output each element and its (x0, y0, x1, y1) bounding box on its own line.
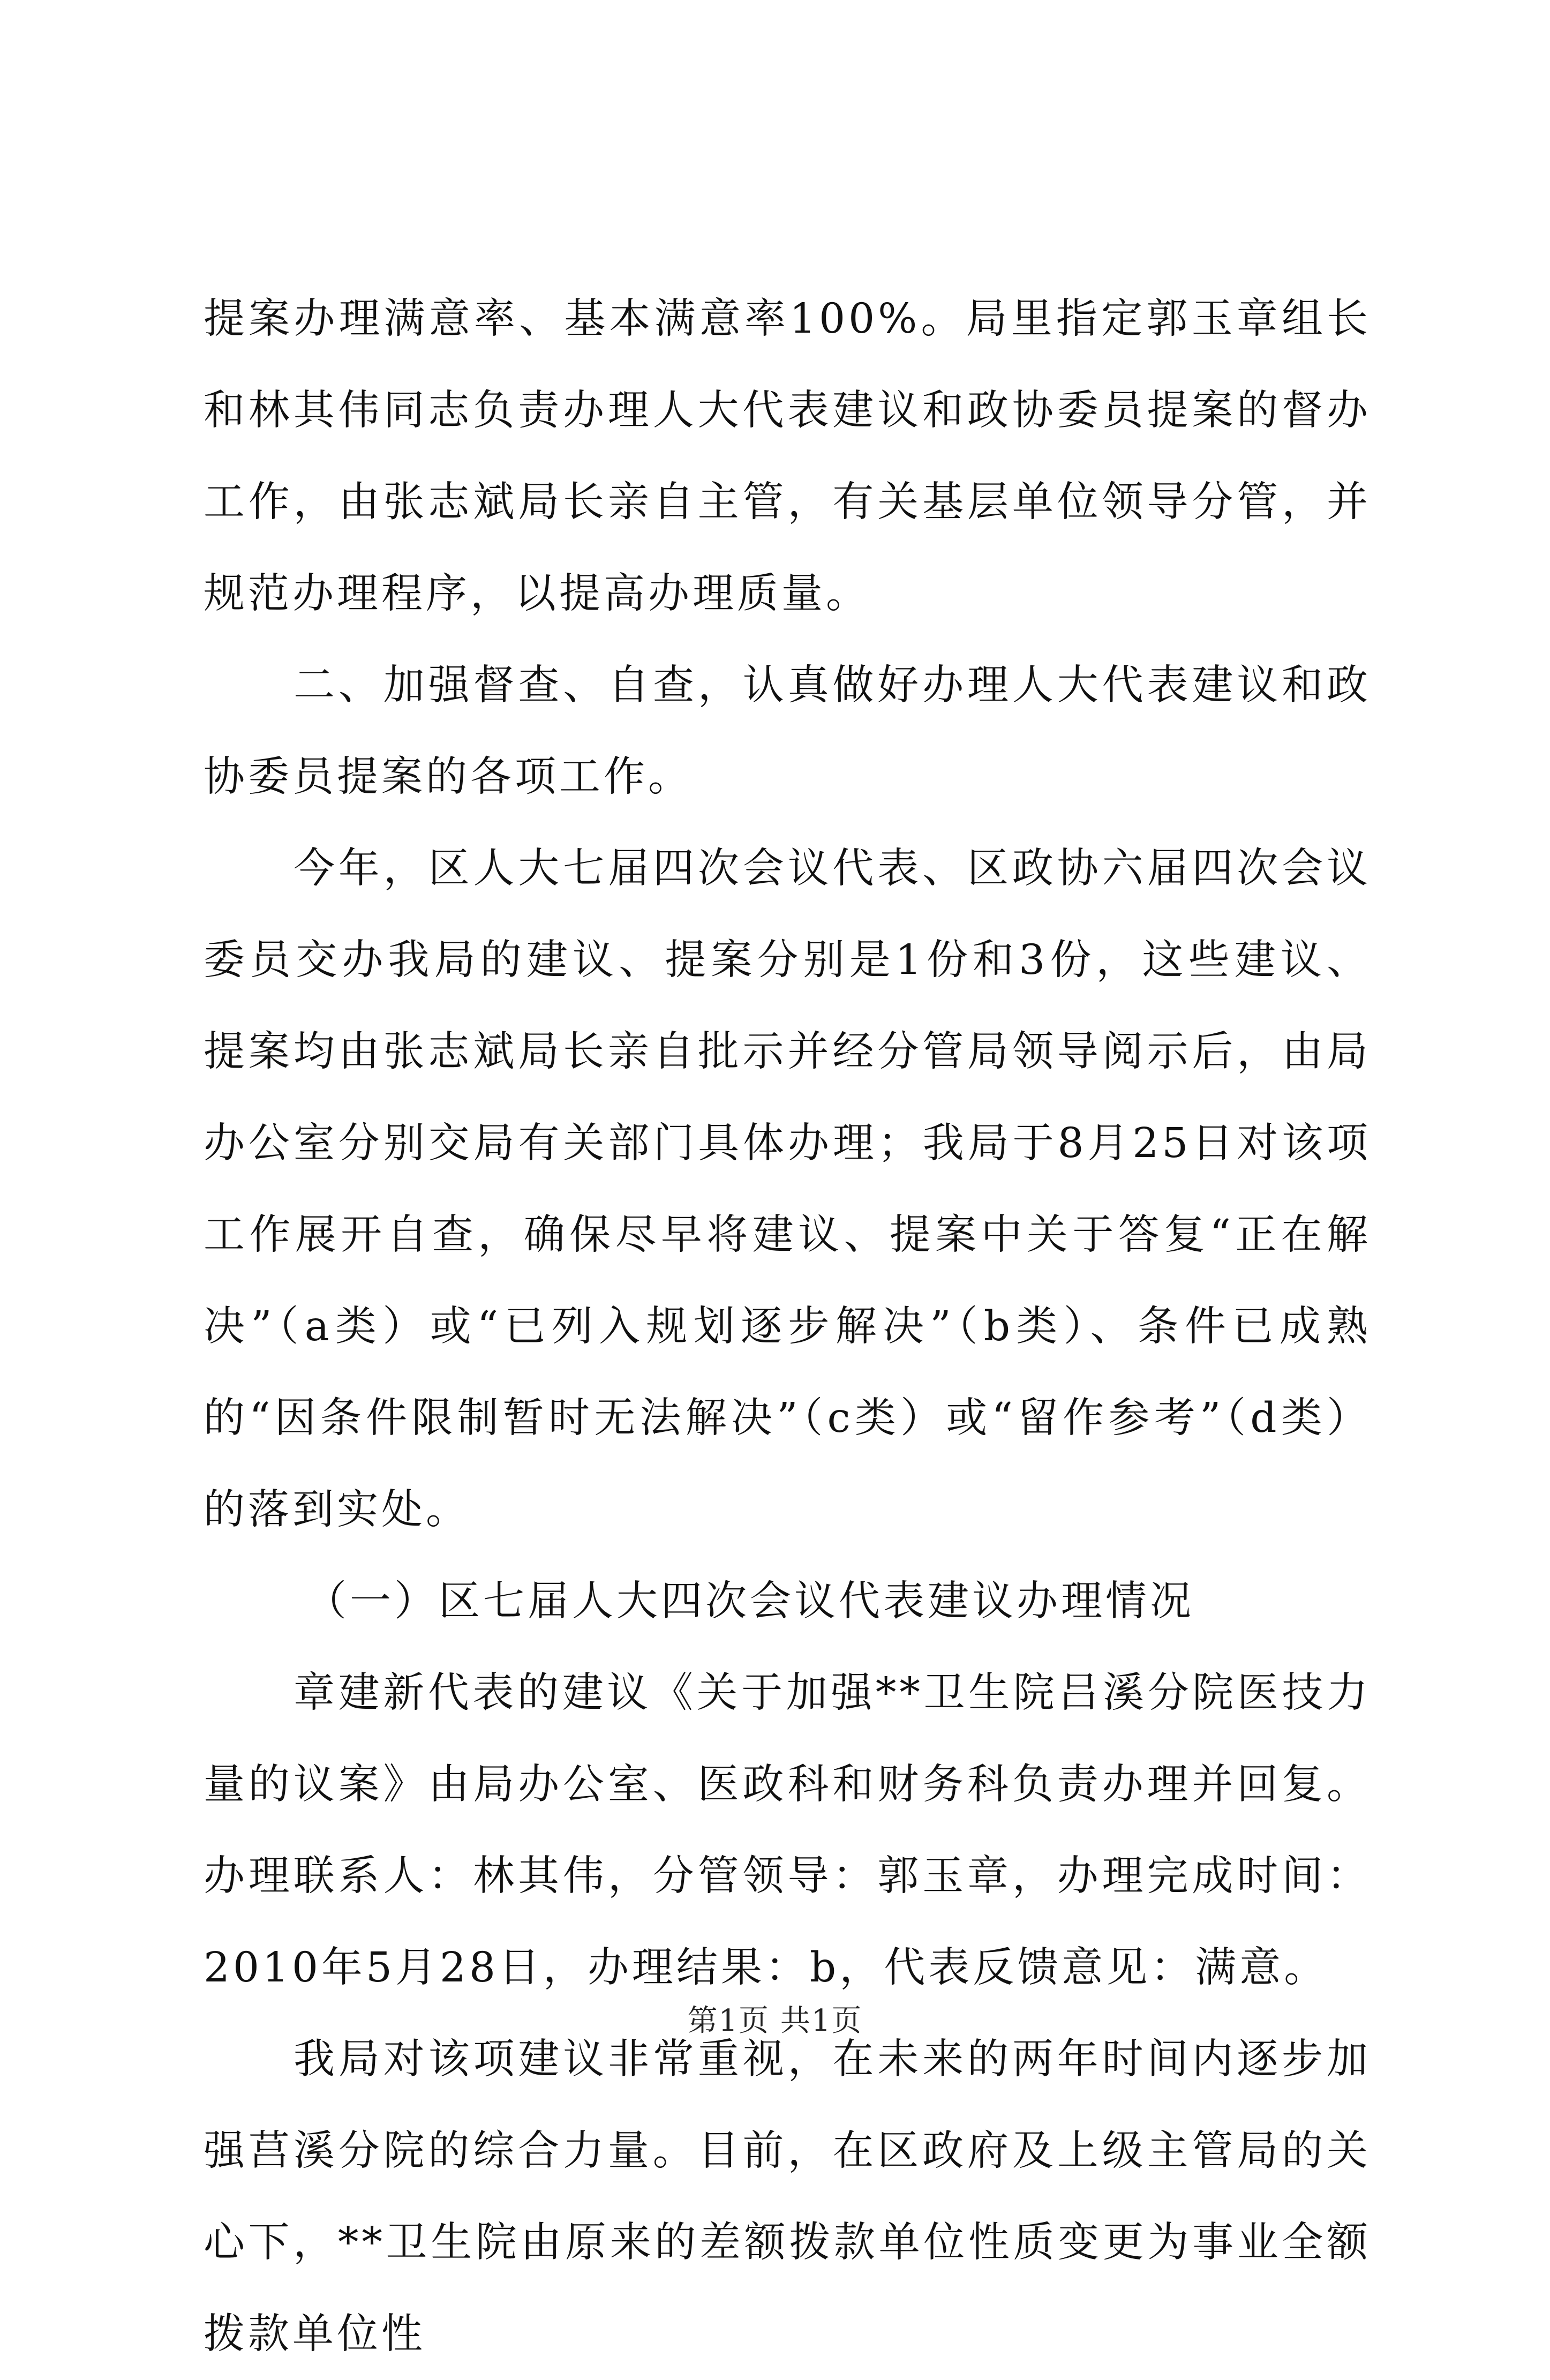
paragraph-bureau-response: 我局对该项建议非常重视，在未来的两年时间内逐步加强莒溪分院的综合力量。目前，在区政府及上级主管局的关心下，**卫生院由原来的差额拨款单位性质变更为事业全额拨款单位性 (204, 2036, 1371, 2358)
document-body (204, 273, 1371, 2380)
section-heading-two: 二、加强督查、自查，认真做好办理人大代表建议和政协委员提案的各项工作。 (204, 662, 1371, 801)
paragraph-continuation: 提案办理满意率、基本满意率100%。局里指定郭玉章组长和林其伟同志负责办理人大代表建议和政协委员提案的督办工作，由张志斌局长亲自主管，有关基层单位领导分管，并规范办理程序，以提高办理质量。 (204, 295, 1371, 618)
page-number-footer: 第1页 共1页 (687, 2003, 863, 2038)
paragraph-delegate-suggestion: 章建新代表的建议《关于加强**卫生院吕溪分院医技力量的议案》由局办公室、医政科和财务科负责办理并回复。办理联系人：林其伟，分管领导：郭玉章，办理完成时间：2010年5月28日，办理结果：b，代表反馈意见：满意。 (204, 1669, 1371, 1992)
paragraph-this-year: 今年，区人大七届四次会议代表、区政协六届四次会议委员交办我局的建议、提案分别是1份和3份，这些建议、提案均由张志斌局长亲自批示并经分管局领导阅示后，由局办公室分别交局有关部门具体办理；我局于8月25日对该项工作展开自查，确保尽早将建议、提案中关于答复“正在解决”（a类）或“已列入规划逐步解决”（b类）、条件已成熟的“因条件限制暂时无法解决”（c类）或“留作参考”（d类）的落到实处。 (204, 845, 1371, 1534)
subsection-heading-one: （一）区七届人大四次会议代表建议办理情况 (305, 1578, 1194, 1625)
